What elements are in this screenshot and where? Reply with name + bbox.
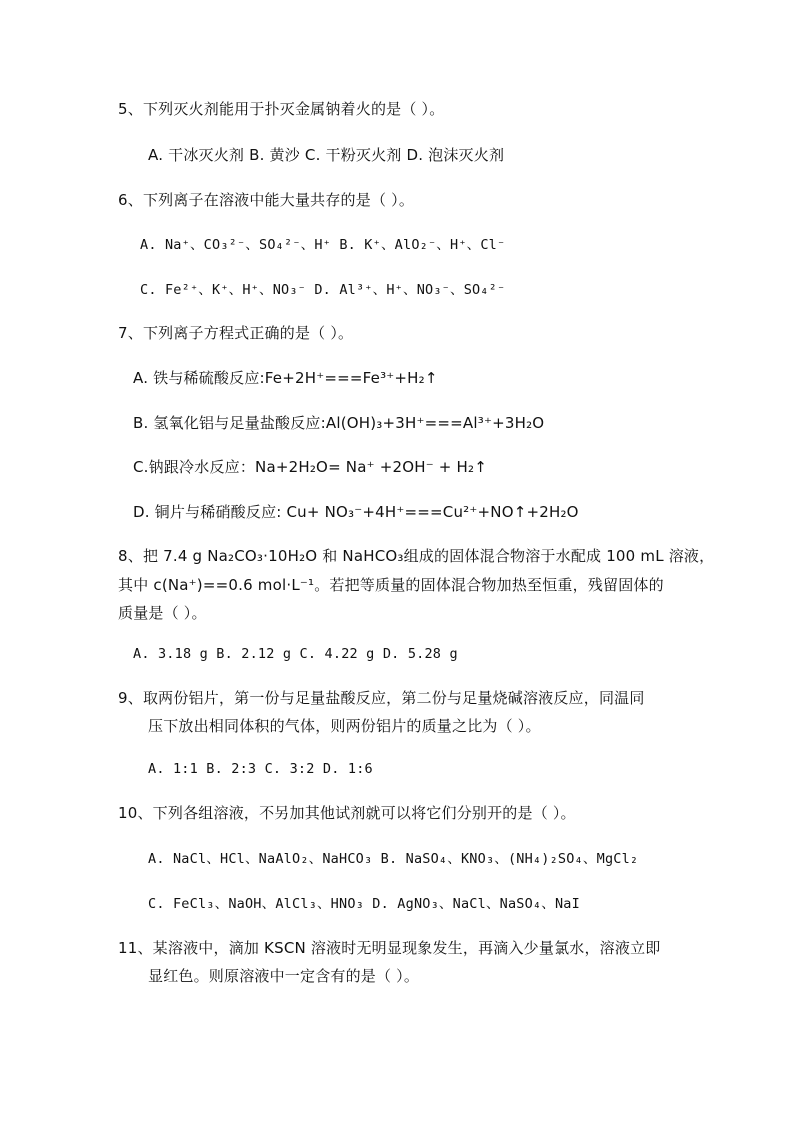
q9-stem-2: 压下放出相同体积的气体，则两份铝片的质量之比为（ ）。 [148, 717, 541, 735]
q7-option-a: A. 铁与稀硫酸反应:Fe+2H⁺===Fe³⁺+H₂↑ [133, 369, 438, 387]
q6-stem: 6、下列离子在溶液中能大量共存的是（ ）。 [118, 191, 415, 209]
q5-stem: 5、下列灭火剂能用于扑灭金属钠着火的是（ ）。 [118, 100, 445, 118]
q9-options: A. 1:1 B. 2:3 C. 3:2 D. 1:6 [148, 761, 373, 777]
q8-stem-2: 其中 c(Na⁺)==0.6 mol·L⁻¹。若把等质量的固体混合物加热至恒重，残留固体的 [118, 576, 664, 594]
q10-stem: 10、下列各组溶液，不另加其他试剂就可以将它们分别开的是（ ）。 [118, 804, 576, 822]
q11-stem-1: 11、某溶液中，滴加 KSCN 溶液时无明显现象发生，再滴入少量氯水，溶液立即 [118, 939, 661, 957]
q7-stem: 7、下列离子方程式正确的是（ ）。 [118, 324, 354, 342]
q6-options-1: A. Na⁺、CO₃²⁻、SO₄²⁻、H⁺ B. K⁺、AlO₂⁻、H⁺、Cl⁻ [140, 237, 506, 253]
q8-stem-1: 8、把 7.4 g Na₂CO₃·10H₂O 和 NaHCO₃组成的固体混合物溶于水配成 100 mL 溶液， [118, 547, 715, 565]
q9-stem-1: 9、取两份铝片，第一份与足量盐酸反应，第二份与足量烧碱溶液反应，同温同 [118, 689, 645, 707]
q11-stem-2: 显红色。则原溶液中一定含有的是（ ）。 [148, 967, 420, 985]
q8-stem-3: 质量是（ ）。 [118, 604, 207, 622]
q8-options: A. 3.18 g B. 2.12 g C. 4.22 g D. 5.28 g [133, 646, 458, 662]
q10-options-1: A. NaCl、HCl、NaAlO₂、NaHCO₃ B. NaSO₄、KNO₃、(NH₄)₂SO₄、MgCl₂ [148, 851, 639, 867]
q6-options-2: C. Fe²⁺、K⁺、H⁺、NO₃⁻ D. Al³⁺、H⁺、NO₃⁻、SO₄²⁻ [140, 282, 506, 298]
q7-option-d: D. 铜片与稀硝酸反应: Cu+ NO₃⁻+4H⁺===Cu²⁺+NO↑+2H₂O [133, 503, 579, 521]
q10-options-2: C. FeCl₃、NaOH、AlCl₃、HNO₃ D. AgNO₃、NaCl、NaSO₄、NaI [148, 896, 580, 912]
q7-option-b: B. 氢氧化铝与足量盐酸反应:Al(OH)₃+3H⁺===Al³⁺+3H₂O [133, 414, 545, 432]
q5-options: A. 干冰灭火剂 B. 黄沙 C. 干粉灭火剂 D. 泡沫灭火剂 [148, 146, 505, 164]
q7-option-c: C.钠跟冷水反应：Na+2H₂O= Na⁺ +2OH⁻ + H₂↑ [133, 458, 487, 476]
